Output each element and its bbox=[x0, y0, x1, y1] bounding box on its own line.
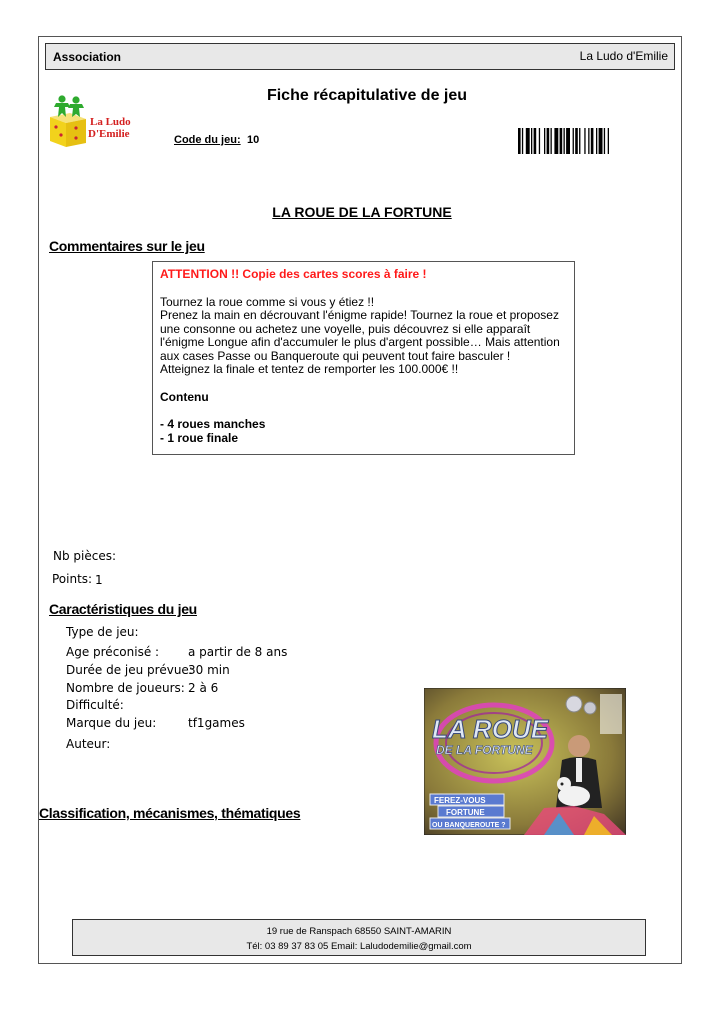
comments-box bbox=[152, 261, 575, 455]
footer bbox=[72, 919, 646, 956]
author-label: Auteur: bbox=[66, 737, 111, 751]
brand-label: Marque du jeu: bbox=[66, 716, 157, 730]
page-title: Fiche récapitulative de jeu bbox=[266, 87, 468, 104]
characteristics-heading: Caractéristiques du jeu bbox=[49, 601, 197, 617]
comments-heading: Commentaires sur le jeu bbox=[49, 238, 205, 254]
age-value: a partir de 8 ans bbox=[188, 645, 288, 659]
contenu-label: Contenu bbox=[160, 389, 209, 404]
description-line: une consonne ou achetez une voyelle, puis découvrez si elle apparaît bbox=[160, 321, 531, 336]
description-line: Atteignez la finale et tentez de remporter les 100.000€ !! bbox=[160, 362, 459, 376]
game-code-label: Code du jeu: bbox=[174, 134, 241, 146]
barcode-icon bbox=[518, 128, 646, 154]
duration-label: Durée de jeu prévue: bbox=[66, 663, 193, 677]
description-line: aux cases Passe ou Banqueroute qui peuvent tout faire basculer ! bbox=[160, 348, 511, 363]
game-code-value: 10 bbox=[247, 134, 260, 146]
duration-value: 30 min bbox=[188, 663, 230, 677]
description-line: Prenez la main en décrouvant l'énigme rapide! Tournez la roue et proposez bbox=[160, 308, 559, 322]
logo-text-line1: La Ludo bbox=[90, 116, 131, 128]
logo-text-line2: D'Emilie bbox=[88, 128, 130, 140]
players-value: 2 à 6 bbox=[188, 681, 219, 695]
players-label: Nombre de joueurs: bbox=[66, 681, 185, 695]
contenu-item: - 4 roues manches bbox=[160, 417, 266, 431]
box-slogan-line2: FORTUNE bbox=[446, 808, 485, 817]
organization-name: La Ludo d'Emilie bbox=[579, 49, 668, 63]
attention-note: ATTENTION !! Copie des cartes scores à faire ! bbox=[160, 267, 427, 281]
game-title: LA ROUE DE LA FORTUNE bbox=[272, 204, 452, 220]
points-label: Points: bbox=[52, 572, 93, 586]
association-label: Association bbox=[53, 50, 122, 64]
difficulty-label: Difficulté: bbox=[66, 698, 124, 712]
box-slogan-line1: FEREZ-VOUS bbox=[434, 796, 486, 805]
points-value: 1 bbox=[95, 573, 103, 587]
description-line: Tournez la roue comme si vous y étiez !! bbox=[160, 294, 375, 309]
classification-heading: Classification, mécanismes, thématiques bbox=[39, 805, 301, 821]
type-label: Type de jeu: bbox=[66, 625, 139, 639]
box-title-line2: DE LA FORTUNE bbox=[436, 743, 533, 757]
brand-value: tf1games bbox=[188, 716, 245, 730]
description-line: l'énigme Longue afin d'accumuler le plus d'argent possible… Mais attention bbox=[160, 335, 560, 349]
nb-pieces-label: Nb pièces: bbox=[53, 549, 117, 563]
header-bar bbox=[45, 43, 675, 70]
footer-contact: Tél: 03 89 37 83 05 Email: Laludodemilie@gmail.com bbox=[246, 941, 472, 952]
footer-address: 19 rue de Ranspach 68550 SAINT-AMARIN bbox=[266, 926, 452, 937]
box-slogan-line3: OU BANQUEROUTE ? bbox=[432, 822, 506, 829]
game-box-image bbox=[424, 688, 626, 835]
age-label: Age préconisé : bbox=[66, 645, 160, 659]
box-title-line1: LA ROUE bbox=[432, 714, 549, 744]
contenu-item: - 1 roue finale bbox=[160, 430, 239, 445]
